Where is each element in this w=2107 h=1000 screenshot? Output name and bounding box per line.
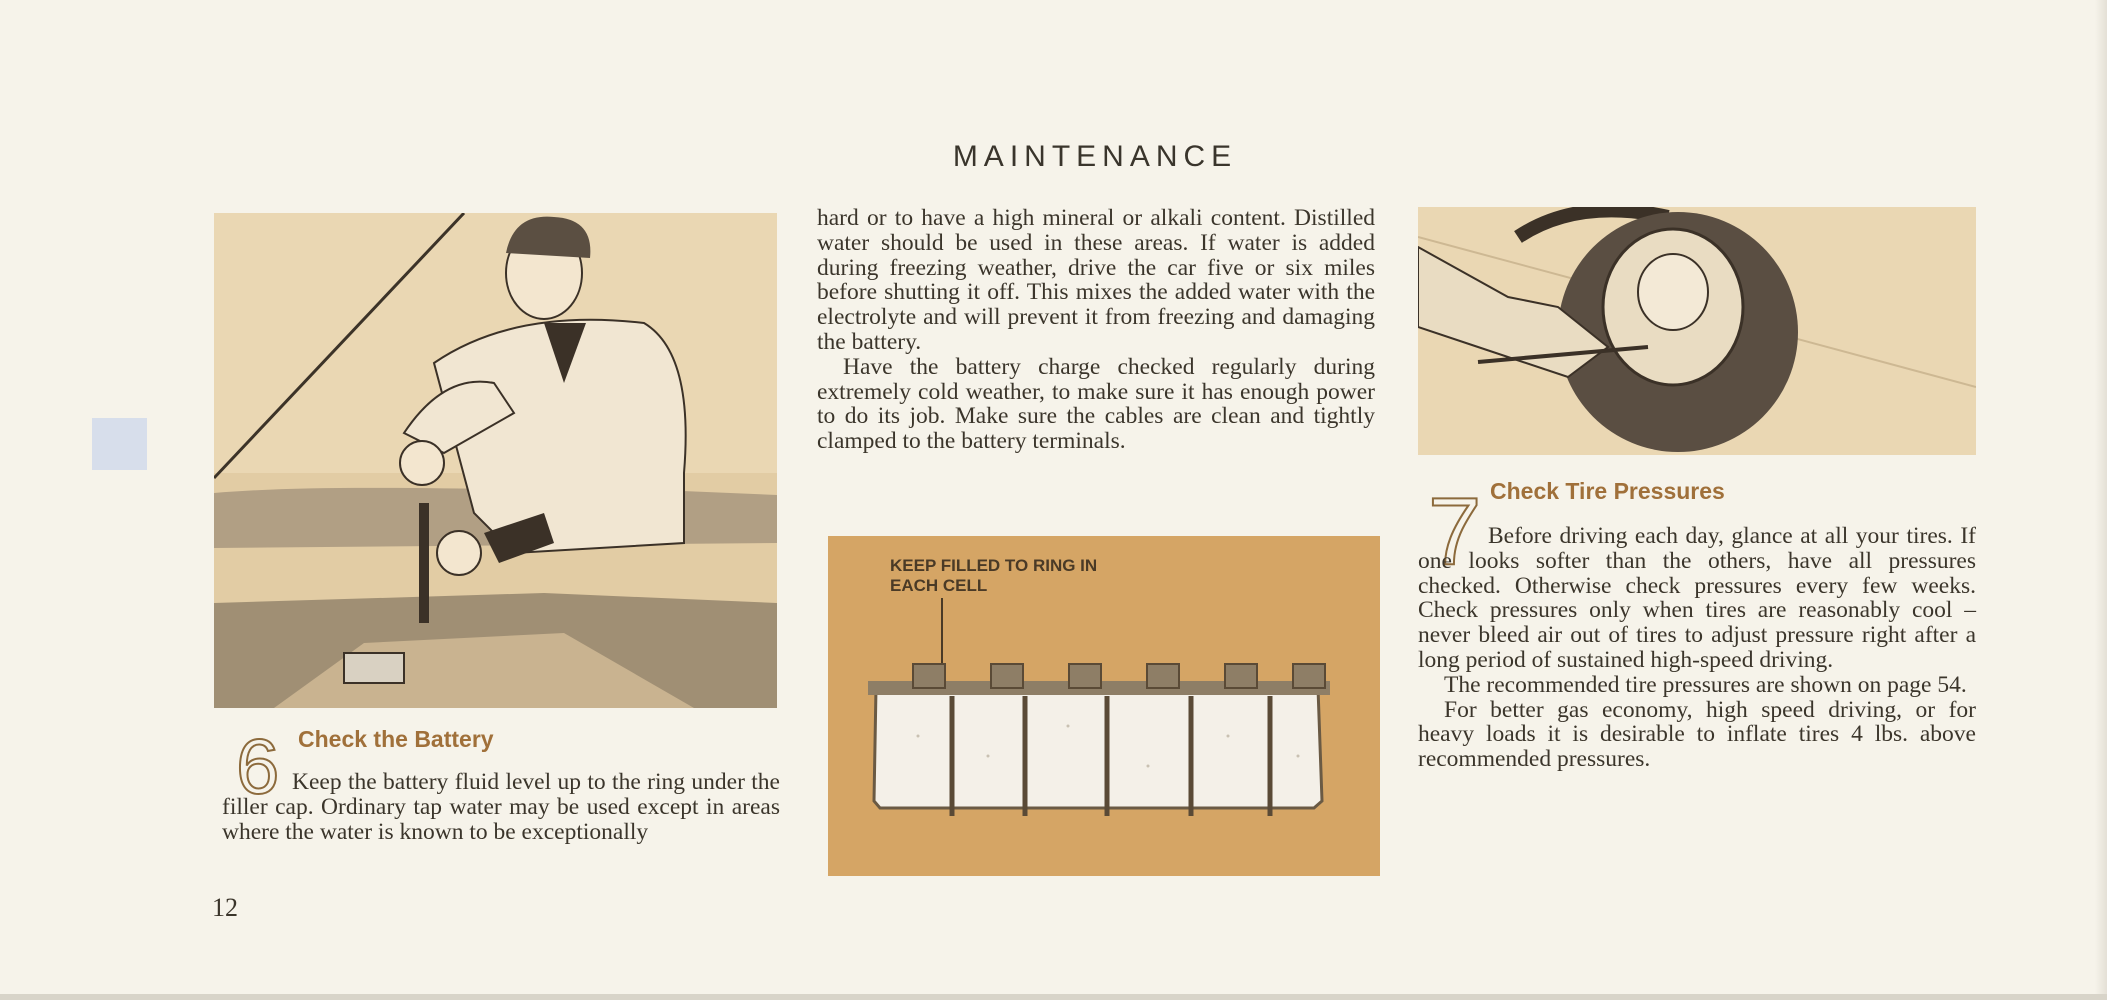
tire-pressure-illustration (1418, 207, 1976, 455)
tire-gauge-drawing (1418, 207, 1976, 455)
battery-intro-paragraph: Keep the battery fluid level up to the ring under the filler cap. Ordinary tap water may be used except in areas where the water is known to be exceptionally (222, 769, 780, 845)
step-number-7: 7 (1428, 478, 1482, 585)
margin-blue-mark (92, 418, 147, 470)
tire-text (1418, 524, 1976, 772)
tire-paragraph-1: Before driving each day, glance at all your tires. If one looks softer than the others, have all pressures checked. Otherwise check pressures every few weeks. Check pressures only when tires are reasonably cool – never bleed air out of tires to adjust pressure right after a long period of sustained high-speed driving. (1418, 523, 1976, 673)
battery-intro-text (222, 770, 780, 844)
battery-continued-text (817, 206, 1375, 454)
page-number: 12 (212, 893, 238, 922)
man-checking-battery-drawing (214, 213, 777, 708)
battery-heading: Check the Battery (298, 726, 494, 752)
page-bottom-edge (0, 994, 2107, 1000)
battery-paragraph-2: Have the battery charge checked regularly during extremely cold weather, to make sure it has enough power to do its job. Make sure the cables are clean and tightly clamped to the battery terminals. (817, 353, 1375, 455)
step-number-6: 6 (236, 722, 280, 810)
tire-heading: Check Tire Pressures (1490, 478, 1725, 504)
battery-paragraph-1: hard or to have a high mineral or alkali content. Distilled water should be used in these areas. If water is added during freezing weather, drive the car five or six miles before shutting it off. This mixes the added water with the electrolyte and will prevent it from freezing and damaging the battery. (817, 205, 1375, 355)
diagram-label: KEEP FILLED TO RING IN EACH CELL (890, 556, 1098, 595)
tire-paragraph-3: For better gas economy, high speed driving, or for heavy loads it is desirable to inflate tires 4 lbs. above recommended pressures. (1418, 696, 1976, 773)
tire-paragraph-2: The recommended tire pressures are shown on page 54. (1444, 671, 1967, 698)
battery-check-illustration (214, 213, 777, 708)
section-title: MAINTENANCE (952, 140, 1238, 173)
